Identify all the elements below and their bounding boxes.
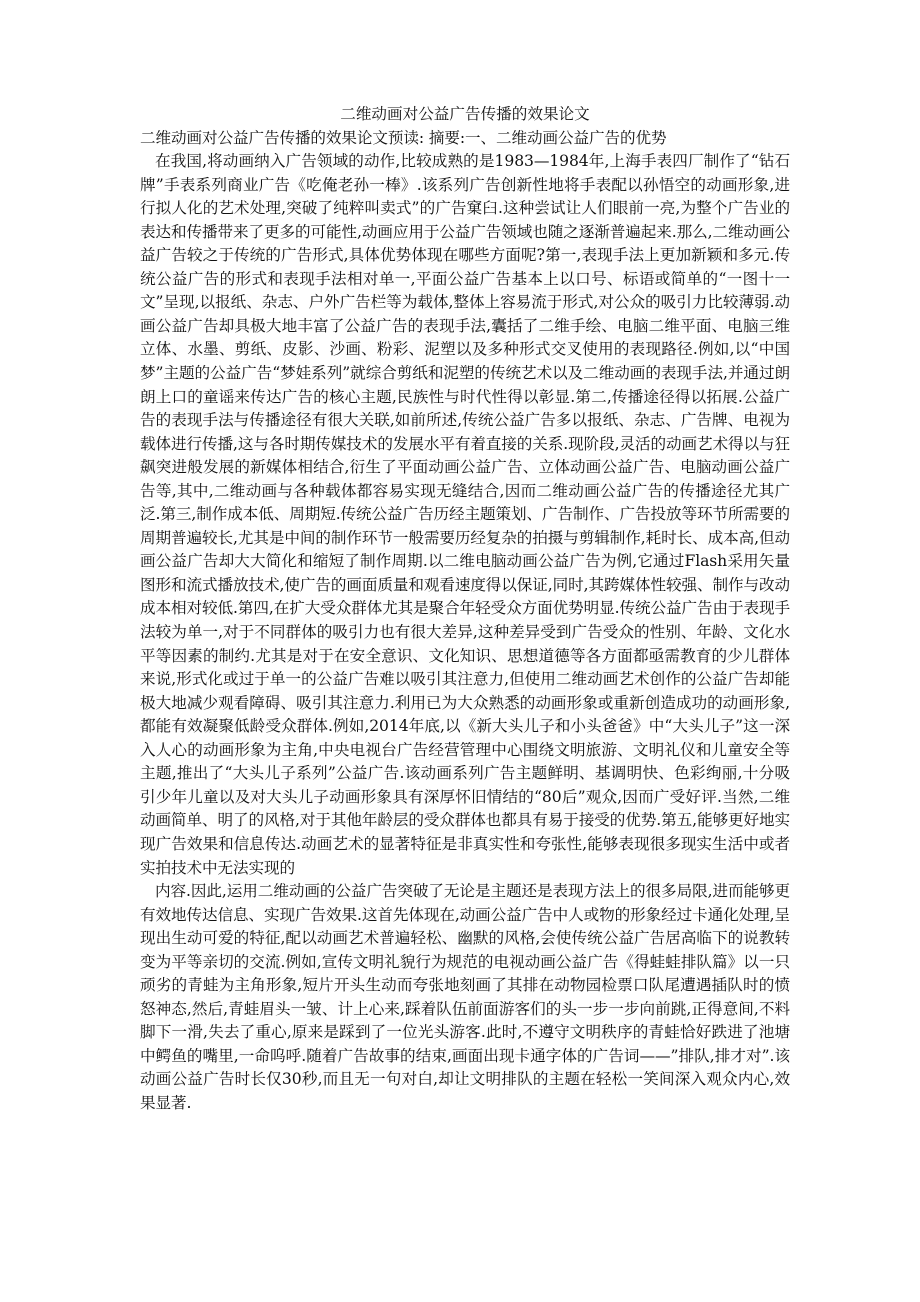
paragraph-1: 在我国,将动画纳入广告领域的动作,比较成熟的是1983—1984年,上海手表四厂制作了“钻石牌”手表系列商业广告《吃俺老孙一棒》.该系列广告创新性地将手表配以孙悟空的动画形象,进行拟人化的艺术处理,突破了纯粹叫卖式”的广告窠臼.这种尝试让人们眼前一亮,为整个广告业的表达和传播带来了更多的可能性,动画应用于公益广告领域也随之逐渐普遍起来.那么,二维动画公益广告较之于传统的广告形式,具体优势体现在哪些方面呢?第一,表现手法上更加新颖和多元.传统公益广告的形式和表现手法相对单一,平面公益广告基本上以口号、标语或简单的“一图十一文”呈现,以报纸、杂志、户外广告栏等为载体,整体上容易流于形式,对公众的吸引力比较薄弱.动画公益广告却具极大地丰富了公益广告的表现手法,囊括了二维手绘、电脑二维平面、电脑三维立体、水墨、剪纸、皮影、沙画、粉彩、泥塑以及多种形式交叉使用的表现路径.例如,以“中国梦”主题的公益广告“梦娃系列”就综合剪纸和泥塑的传统艺术以及二维动画的表现手法,并通过朗朗上口的童谣来传达广告的核心主题,民族性与时代性得以彰显.第二,传播途径得以拓展.公益广告的表现手法与传播途径有很大关联,如前所述,传统公益广告多以报纸、杂志、广告牌、电视为载体进行传播,这与各时期传媒技术的发展水平有着直接的关系.现阶段,灵活的动画艺术得以与狂飙突进般发展的新媒体相结合,衍生了平面动画公益广告、立体动画公益广告、电脑动画公益广告等,其中,二维动画与各种载体都容易实现无缝结合,因而二维动画公益广告的传播途径尤其广泛.第三,制作成本低、周期短.传统公益广告历经主题策划、广告制作、广告投放等环节所需要的周期普遍较长,尤其是中间的制作环节一般需要历经复杂的拍摄与剪辑制作,耗时长、成本高,但动画公益广告却大大简化和缩短了制作周期.以二维电脑动画公益广告为例,它通过Flash采用矢量图形和流式播放技术,使广告的画面质量和观看速度得以保证,同时,其跨媒体性较强、制作与改动成本相对较低.第四,在扩大受众群体尤其是聚合年轻受众方面优势明显.传统公益广告由于表现手法较为单一,对于不同群体的吸引力也有很大差异,这种差异受到广告受众的性别、年龄、文化水平等因素的制约.尤其是对于在安全意识、文化知识、思想道德等各方面都亟需教育的少儿群体来说,形式化或过于单一的公益广告难以吸引其注意力,但使用二维动画艺术创作的公益广告却能极大地减少观看障碍、吸引其注意力.利用已为大众熟悉的动画形象或重新创造成功的动画形象,都能有效凝聚低龄受众群体.例如,2014年底,以《新大头儿子和小头爸爸》中“大头儿子”这一深入人心的动画形象为主角,中央电视台广告经营管理中心围绕文明旅游、文明礼仪和儿童安全等主题,推出了“大头儿子系列”公益广告.该动画系列广告主题鲜明、基调明快、色彩绚丽,十分吸引少年儿童以及对大头儿子动画形象具有深厚怀旧情结的“80后”观众,因而广受好评.当然,二维动画简单、明了的风格,对于其他年龄层的受众群体也都具有易于接受的优势.第五,能够更好地实现广告效果和信息传达.动画艺术的显著特征是非真实性和夸张性,能够表现很多现实生活中或者实拍技术中无法实现的 <box>140 152 790 877</box>
paragraph-2: 内容.因此,运用二维动画的公益广告突破了无论是主题还是表现方法上的很多局限,进而能够更有效地传达信息、实现广告效果.这首先体现在,动画公益广告中人或物的形象经过卡通化处理,呈现出生动可爱的特征,配以动画艺术普遍轻松、幽默的风格,会使传统公益广告居高临下的说教转变为平等亲切的交流.例如,宣传文明礼貌行为规范的电视动画公益广告《得蛙蛙排队篇》以一只顽劣的青蛙为主角形象,短片开头生动而夸张地刻画了其排在动物园检票口队尾遭遇插队时的愤怒神态,然后,青蛙眉头一皱、计上心来,踩着队伍前面游客们的头一步一步向前跳,正得意间,不料脚下一滑,失去了重心,原来是踩到了一位光头游客.此时,不遵守文明秩序的青蛙恰好跌进了池塘中鳄鱼的嘴里,一命呜呼.随着广告故事的结束,画面出现卡通字体的广告词——”排队,排才对”.该动画公益广告时长仅30秒,而且无一句对白,却让文明排队的主题在轻松一笑间深入观众内心,效果显著. <box>140 882 790 1112</box>
document-subtitle: 二维动画对公益广告传播的效果论文预读: 摘要:一、二维动画公益广告的优势 <box>140 128 667 147</box>
document-title: 二维动画对公益广告传播的效果论文 <box>340 105 590 123</box>
document-body <box>140 103 790 1116</box>
